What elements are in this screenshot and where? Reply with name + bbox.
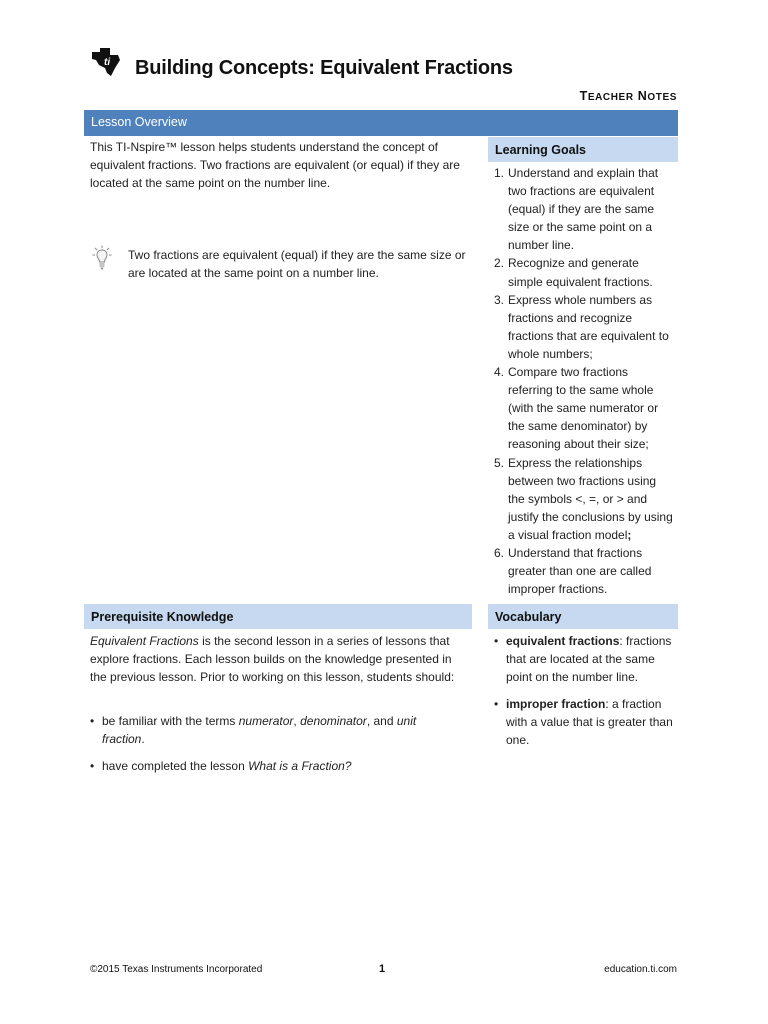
list-item: • have completed the lesson What is a Fraction? xyxy=(90,759,352,774)
list-item: • equivalent fractions: fractions that are located at the same point on the number line. xyxy=(494,634,672,685)
footer-copyright: ©2015 Texas Instruments Incorporated xyxy=(90,964,263,975)
svg-text:ti: ti xyxy=(104,57,111,68)
list-item: 5. Express the relationships between two fractions using the symbols <, =, or > and justify the conclusions by using a visual fraction model; xyxy=(494,455,673,542)
lightbulb-icon xyxy=(92,245,112,271)
teacher-notes-label: TEACHER NOTES xyxy=(579,89,677,103)
footer-website: education.ti.com xyxy=(604,964,677,975)
ti-logo-icon xyxy=(90,46,122,78)
prerequisite-paragraph: Equivalent Fractions is the second lesson in a series of lessons that explore fractions. Each lesson builds on the knowledge presented in the previous lesson. Prior to working on this lesson, students should: xyxy=(90,634,455,685)
prerequisite-list xyxy=(90,712,460,785)
list-item: 2. Recognize and generate simple equivalent fractions. xyxy=(494,256,653,289)
overview-tip: Two fractions are equivalent (equal) if they are the same size or are located at the same point on a number line. xyxy=(128,248,466,281)
list-item: 4. Compare two fractions referring to the same whole (with the same numerator or the same denominator) by reasoning about their size; xyxy=(494,365,659,452)
list-item: 1. Understand and explain that two fractions are equivalent (equal) if they are the same size or the same point on a number line. xyxy=(494,166,659,253)
list-item: • be familiar with the terms numerator, denominator, and unit fraction. xyxy=(90,714,417,747)
learning-goals-list xyxy=(494,164,676,598)
lesson-overview-heading: Lesson Overview xyxy=(84,110,678,136)
page-number: 1 xyxy=(379,963,386,975)
document-title: Building Concepts: Equivalent Fractions xyxy=(135,57,513,79)
prerequisite-knowledge-heading: Prerequisite Knowledge xyxy=(84,604,472,629)
list-item: 3. Express whole numbers as fractions and recognize fractions that are equivalent to whole numbers; xyxy=(494,292,669,361)
learning-goals-heading: Learning Goals xyxy=(488,137,678,162)
vocabulary-heading: Vocabulary xyxy=(488,604,678,629)
overview-paragraph: This TI-Nspire™ lesson helps students understand the concept of equivalent fractions. Two fractions are equivalent (or equal) if they are located at the same point on the number line. xyxy=(90,140,460,191)
vocabulary-list xyxy=(494,632,676,757)
list-item: • improper fraction: a fraction with a value that is greater than one. xyxy=(494,696,673,748)
list-item: 6. Understand that fractions greater than one are called improper fractions. xyxy=(494,545,652,597)
